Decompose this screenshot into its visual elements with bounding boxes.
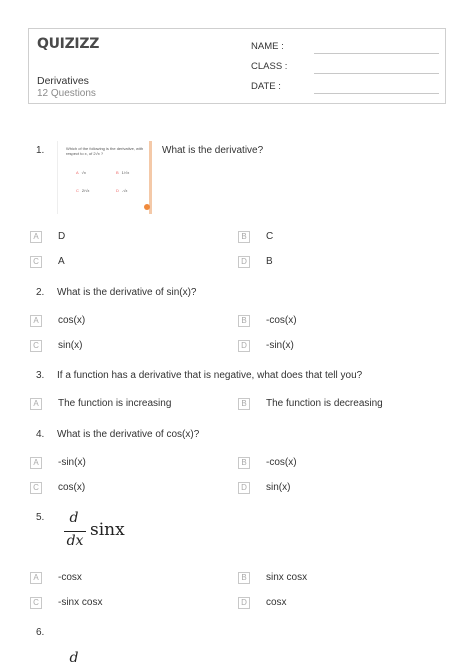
option-text: B <box>266 256 273 267</box>
option-checkbox[interactable]: B <box>238 315 250 327</box>
option-checkbox[interactable]: B <box>238 457 250 469</box>
option-checkbox[interactable]: D <box>238 340 250 352</box>
option-text: -sin(x) <box>58 457 86 468</box>
option-text: The function is increasing <box>58 398 172 409</box>
option-checkbox[interactable]: B <box>238 572 250 584</box>
derivative-expression <box>62 510 142 554</box>
function-expression: sinx <box>90 520 125 540</box>
question-number: 5. <box>36 512 45 523</box>
option-text: C <box>266 231 274 242</box>
worksheet-header <box>28 28 446 104</box>
derivative-expression <box>62 650 122 670</box>
option-checkbox[interactable]: C <box>30 482 42 494</box>
option-checkbox[interactable]: B <box>238 398 250 410</box>
option-checkbox[interactable]: C <box>30 340 42 352</box>
option-text: sinx cosx <box>266 572 308 583</box>
option-text: D <box>58 231 66 242</box>
option-text: -cos(x) <box>266 315 297 326</box>
worksheet-title: Derivatives <box>37 75 89 87</box>
option-text: A <box>58 256 65 267</box>
image-question-text: Which of the following is the derivative, with respect to x, of 2√x ? <box>66 146 144 156</box>
date-label: DATE : <box>251 81 281 92</box>
fraction-numerator: d <box>69 650 79 666</box>
image-option: B 1/√x <box>116 170 130 175</box>
option-text: sin(x) <box>266 482 291 493</box>
name-label: NAME : <box>251 41 284 52</box>
option-checkbox[interactable]: D <box>238 256 250 268</box>
image-scroll-strip <box>149 141 152 214</box>
class-field[interactable] <box>314 73 439 74</box>
question-number: 1. <box>36 145 45 156</box>
question-number: 3. <box>36 370 45 381</box>
option-text: -cosx <box>58 572 82 583</box>
image-option: D -√x <box>116 188 128 193</box>
question-number: 6. <box>36 627 45 638</box>
option-checkbox[interactable]: A <box>30 231 42 243</box>
option-checkbox[interactable]: C <box>30 597 42 609</box>
option-checkbox[interactable]: A <box>30 572 42 584</box>
fraction-numerator: d <box>69 510 79 526</box>
question-text: What is the derivative of cos(x)? <box>57 429 200 440</box>
question-count: 12 Questions <box>37 88 96 99</box>
option-checkbox[interactable]: B <box>238 231 250 243</box>
fraction-denominator: dx <box>66 533 84 549</box>
option-checkbox[interactable]: A <box>30 315 42 327</box>
option-text: -cos(x) <box>266 457 297 468</box>
fraction-bar <box>64 531 86 532</box>
image-marker-dot <box>144 204 150 210</box>
quizizz-logo: QUIZIZZ <box>37 36 100 52</box>
date-field[interactable] <box>314 93 439 94</box>
option-text: -sinx cosx <box>58 597 103 608</box>
option-text: cosx <box>266 597 287 608</box>
option-checkbox[interactable]: A <box>30 457 42 469</box>
question-number: 4. <box>36 429 45 440</box>
image-option: C 2/√x <box>76 188 90 193</box>
image-option: A √x <box>76 170 86 175</box>
class-label: CLASS : <box>251 61 288 72</box>
option-text: cos(x) <box>58 482 86 493</box>
name-field[interactable] <box>314 53 439 54</box>
question-number: 2. <box>36 287 45 298</box>
option-text: cos(x) <box>58 315 86 326</box>
option-checkbox[interactable]: A <box>30 398 42 410</box>
option-text: sin(x) <box>58 340 83 351</box>
question-text: What is the derivative? <box>162 145 264 156</box>
option-checkbox[interactable]: D <box>238 597 250 609</box>
option-text: -sin(x) <box>266 340 294 351</box>
option-text: The function is decreasing <box>266 398 383 409</box>
option-checkbox[interactable]: D <box>238 482 250 494</box>
question-text: If a function has a derivative that is negative, what does that tell you? <box>57 370 363 381</box>
question-image <box>57 141 152 214</box>
question-text: What is the derivative of sin(x)? <box>57 287 197 298</box>
option-checkbox[interactable]: C <box>30 256 42 268</box>
